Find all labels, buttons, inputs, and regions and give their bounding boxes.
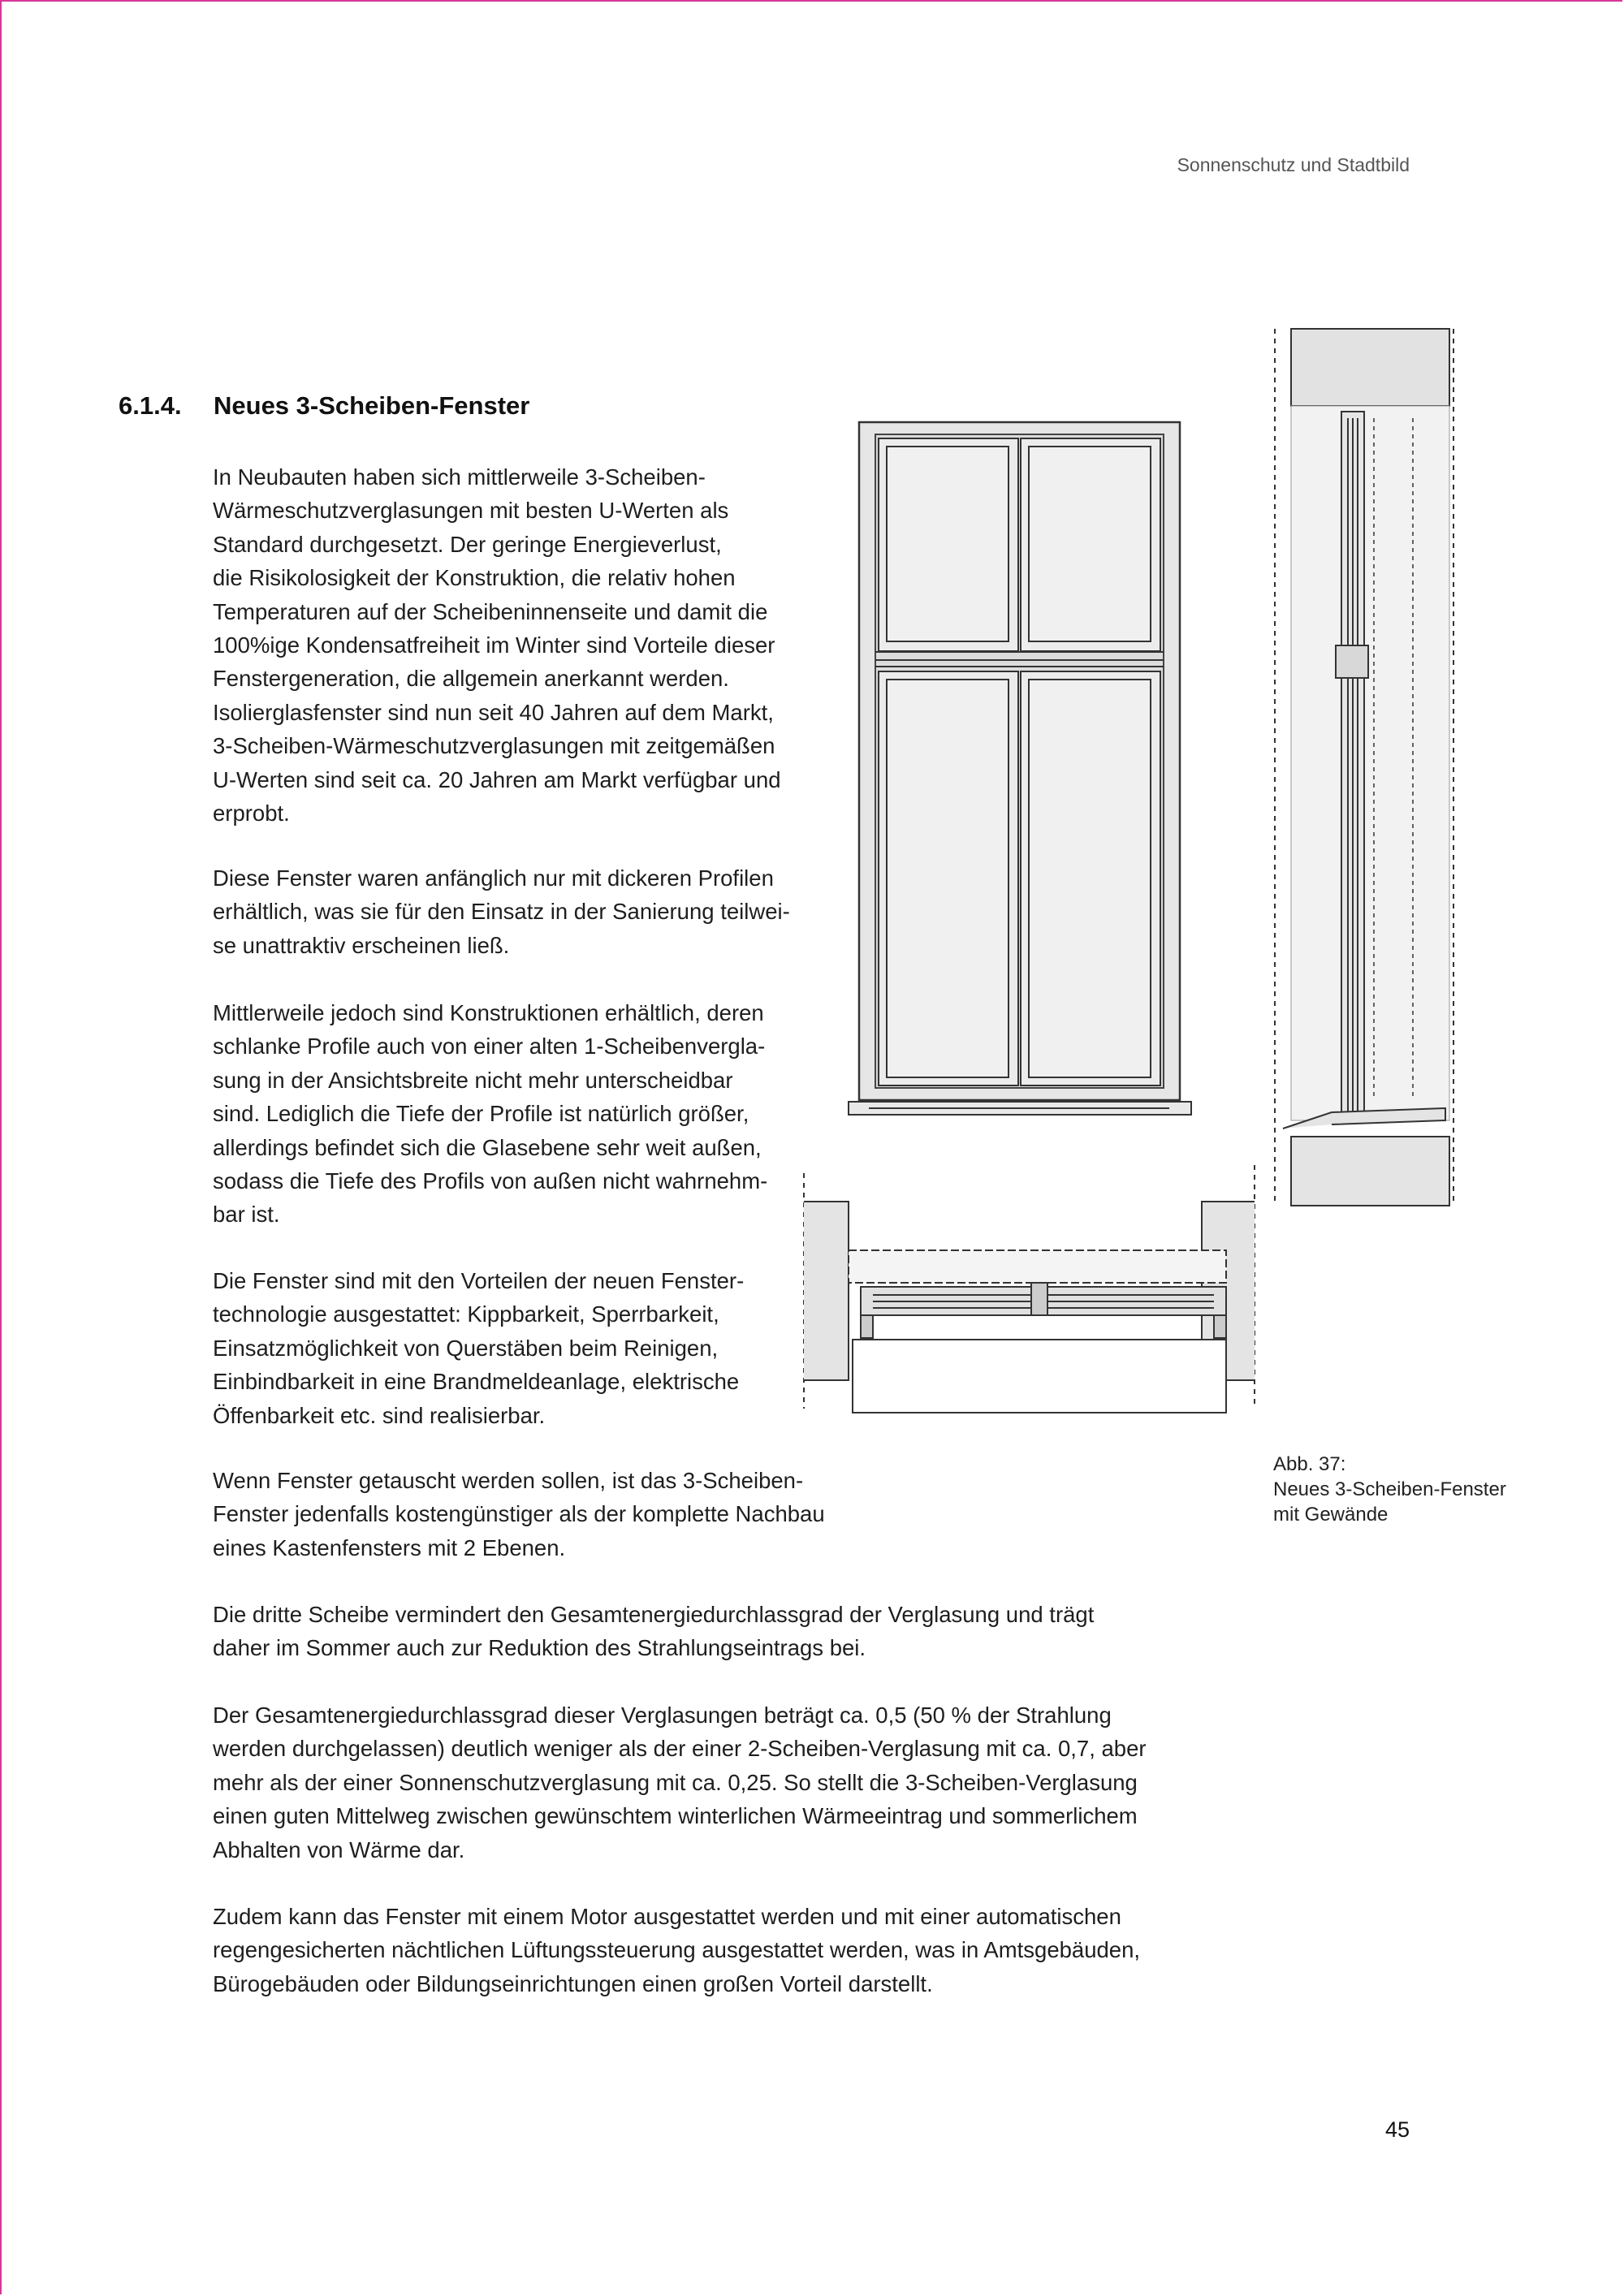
caption-line: mit Gewände	[1273, 1504, 1389, 1526]
text-line: 100%ige Kondensatfreiheit im Winter sind Vorteile dieser	[213, 632, 775, 658]
paragraph-4	[213, 1264, 744, 1432]
text-line: technologie ausgestattet: Kippbarkeit, Sperrbarkeit,	[213, 1301, 719, 1327]
text-line: schlanke Profile auch von einer alten 1-Scheibenvergla-	[213, 1034, 766, 1060]
text-line: Fenstergeneration, die allgemein anerkannt werden.	[213, 666, 729, 692]
window-vertical-section	[1275, 329, 1453, 1206]
running-head: Sonnenschutz und Stadtbild	[1177, 154, 1410, 175]
text-line: Wärmeschutzverglasungen mit besten U-Werten als	[213, 498, 729, 524]
text-line: Wenn Fenster getauscht werden sollen, ist das 3-Scheiben-	[213, 1468, 804, 1493]
paragraph-6	[213, 1598, 1094, 1665]
caption-label: Abb. 37:	[1273, 1453, 1346, 1475]
text-line: die Risikolosigkeit der Konstruktion, die relativ hohen	[213, 565, 736, 591]
text-line: erhältlich, was sie für den Einsatz in der Sanierung teilwei-	[213, 899, 790, 925]
section-number: 6.1.4.	[119, 391, 182, 420]
caption-line: Neues 3-Scheiben-Fenster	[1273, 1478, 1506, 1500]
text-line: Abhalten von Wärme dar.	[213, 1836, 465, 1862]
text-line: Die Fenster sind mit den Vorteilen der neuen Fenster-	[213, 1268, 745, 1293]
text-line: Die dritte Scheibe vermindert den Gesamtenergiedurchlassgrad der Verglasung und trägt	[213, 1602, 1095, 1627]
text-line: erprobt.	[213, 801, 290, 826]
text-line: Diese Fenster waren anfänglich nur mit dickeren Profilen	[213, 865, 774, 891]
window-drawing	[796, 321, 1478, 1441]
text-line: sind. Lediglich die Tiefe der Profile ist natürlich größer,	[213, 1101, 749, 1127]
text-line: Der Gesamtenergiedurchlassgrad dieser Verglasungen beträgt ca. 0,5 (50 % der Strahlung	[213, 1703, 1112, 1728]
text-line: se unattraktiv erscheinen ließ.	[213, 932, 510, 958]
text-line: werden durchgelassen) deutlich weniger als der einer 2-Scheiben-Verglasung mit ca. 0,7, aber	[213, 1736, 1147, 1762]
text-line: regengesicherten nächtlichen Lüftungssteuerung ausgestattet werden, was in Amtsgebäuden,	[213, 1937, 1141, 1963]
text-line: Einsatzmöglichkeit von Querstäben beim Reinigen,	[213, 1335, 719, 1361]
text-line: sodass die Tiefe des Profils von außen nicht wahrnehm-	[213, 1168, 768, 1194]
text-line: Isolierglasfenster sind nun seit 40 Jahren auf dem Markt,	[213, 699, 774, 725]
text-line: Einbindbarkeit in eine Brandmeldeanlage, elektrische	[213, 1369, 740, 1395]
text-line: sung in der Ansichtsbreite nicht mehr unterscheidbar	[213, 1067, 733, 1093]
text-line: Mittlerweile jedoch sind Konstruktionen erhältlich, deren	[213, 1000, 764, 1025]
window-elevation	[849, 422, 1191, 1115]
text-line: 3-Scheiben-Wärmeschutzverglasungen mit zeitgemäßen	[213, 733, 775, 759]
text-line: U-Werten sind seit ca. 20 Jahren am Markt verfügbar und	[213, 766, 781, 792]
text-line: Zudem kann das Fenster mit einem Motor ausgestattet werden und mit einer automatischen	[213, 1904, 1121, 1929]
text-line: einen guten Mittelweg zwischen gewünschtem winterlichen Wärmeeintrag und sommerlichem	[213, 1803, 1138, 1829]
text-line: Fenster jedenfalls kostengünstiger als der komplette Nachbau	[213, 1501, 825, 1527]
text-line: bar ist.	[213, 1202, 280, 1228]
text-line: In Neubauten haben sich mittlerweile 3-Scheiben-	[213, 464, 706, 490]
text-line: mehr als der einer Sonnenschutzverglasung mit ca. 0,25. So stellt die 3-Scheiben-Verglasung	[213, 1769, 1138, 1795]
figure-caption	[1273, 1452, 1506, 1527]
section-title: Neues 3-Scheiben-Fenster	[214, 391, 530, 420]
paragraph-5	[213, 1464, 825, 1564]
text-line: eines Kastenfensters mit 2 Ebenen.	[213, 1534, 566, 1560]
text-line: allerdings befindet sich die Glasebene sehr weit außen,	[213, 1134, 762, 1160]
text-line: daher im Sommer auch zur Reduktion des Strahlungseintrags bei.	[213, 1635, 866, 1661]
paragraph-8	[213, 1900, 1140, 2000]
paragraph-2	[213, 861, 790, 962]
paragraph-3	[213, 996, 767, 1232]
page-number: 45	[1384, 2117, 1410, 2142]
section-heading	[119, 391, 529, 421]
paragraph-1	[213, 460, 781, 830]
text-line: Bürogebäuden oder Bildungseinrichtungen einen großen Vorteil darstellt.	[213, 1970, 933, 1996]
text-line: Öffenbarkeit etc. sind realisierbar.	[213, 1402, 546, 1428]
window-plan-section	[804, 1165, 1255, 1413]
text-line: Temperaturen auf der Scheibeninnenseite und damit die	[213, 598, 768, 624]
text-line: Standard durchgesetzt. Der geringe Energieverlust,	[213, 531, 722, 557]
paragraph-7	[213, 1698, 1147, 1867]
